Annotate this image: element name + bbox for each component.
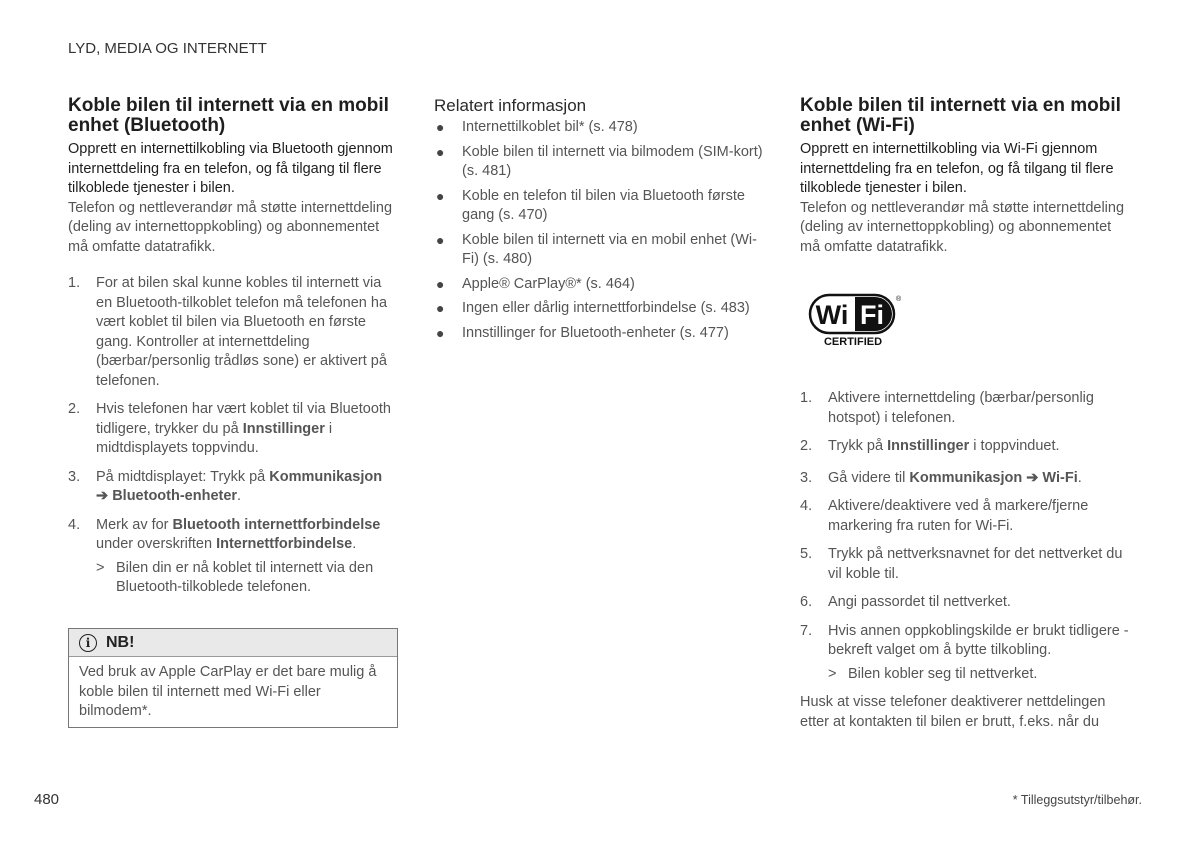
ui-label: Innstillinger xyxy=(242,420,325,437)
bullet-icon: ● xyxy=(436,187,445,204)
ui-label: Internettforbindelse xyxy=(216,536,353,552)
right-lead: Opprett en internettilkobling via Wi-Fi gjennom internettdeling fra en telefon, og få tilgang til flere tilkoblede tjenester i bilen. xyxy=(800,141,1114,196)
note-body: Ved bruk av Apple CarPlay er det bare mulig å koble bilen til internett med Wi-Fi eller bilmodem*. xyxy=(79,664,377,719)
ui-label: Innstillinger xyxy=(887,438,970,454)
note-title: NB! xyxy=(106,633,135,651)
left-title: Koble bilen til internett via en mobil enhet (Bluetooth) xyxy=(68,95,389,136)
section-header: LYD, MEDIA OG INTERNETT xyxy=(68,40,267,57)
right-para: Telefon og nettleverandør må støtte internettdeling (deling av internettoppkobling) og abonnementet må omfatte datatrafikk. xyxy=(800,199,1125,255)
right-steps-block xyxy=(800,389,1130,732)
wifi-reg-mark: ® xyxy=(896,296,902,303)
left-lead: Opprett en internettilkobling via Bluetooth gjennom internettdeling fra en telefon, og få tilgang til flere tilkoblede tjenester i bilen. xyxy=(68,141,393,196)
bullet-icon: ● xyxy=(436,119,445,135)
footnote: * Tilleggsutstyr/tilbehør. xyxy=(1012,793,1142,807)
arrow-icon: ➔ xyxy=(96,488,109,504)
related-link[interactable]: ● Innstillinger for Bluetooth-enheter (s. 477) xyxy=(434,324,764,344)
right-step: 5. Trykk på nettverksnavnet for det nettverket du vil koble til. xyxy=(800,546,1123,582)
wifi-word-left: Wi xyxy=(815,300,849,330)
right-step: 3. Gå videre til Kommunikasjon ➔ Wi-Fi. xyxy=(800,469,1082,486)
right-step: 2. Trykk på Innstillinger i toppvinduet. xyxy=(800,438,1060,454)
info-icon: i xyxy=(79,634,97,652)
ui-label: Bluetooth internettforbindelse xyxy=(172,516,381,533)
wifi-word-right: Fi xyxy=(860,300,884,330)
wifi-certified-logo xyxy=(808,292,900,350)
wifi-certified-text: CERTIFIED xyxy=(823,336,883,348)
right-step: 1. Aktivere internettdeling (bærbar/personlig hotspot) i telefonen. xyxy=(800,390,1094,426)
related-link[interactable]: ● Koble bilen til internett via bilmodem (SIM-kort) (s. 481) xyxy=(436,143,763,179)
related-link[interactable]: ● Ingen eller dårlig internettforbindelse (s. 483) xyxy=(434,299,764,319)
ui-label: Kommunikasjon xyxy=(909,469,1023,486)
middle-column xyxy=(434,96,764,348)
right-column xyxy=(800,96,1130,257)
right-step: 7. Hvis annen oppkoblingskilde er brukt tidligere - bekreft valget om å bytte tilkobling. > Bilen kobler seg til nettverket. xyxy=(800,622,1130,685)
related-title: Relatert informasjon xyxy=(434,96,587,115)
right-title: Koble bilen til internett via en mobil enhet (Wi-Fi) xyxy=(800,95,1121,136)
related-link[interactable]: ● Internettilkoblet bil* (s. 478) xyxy=(434,118,764,138)
related-link[interactable]: ● Koble bilen til internett via en mobil enhet (Wi-Fi) (s. 480) xyxy=(436,231,757,267)
related-link[interactable]: ● Apple® CarPlay®* (s. 464) xyxy=(434,275,764,295)
right-step: 4. Aktivere/deaktivere ved å markere/fjerne markering fra ruten for Wi-Fi. xyxy=(800,498,1089,534)
left-para: Telefon og nettleverandør må støtte internettdeling (deling av internettoppkobling) og abonnementet må omfatte datatrafikk. xyxy=(68,199,393,255)
left-step: 1. For at bilen skal kunne kobles til internett via en Bluetooth-tilkoblet telefon må telefonen ha vært koblet til bilen via Bluetooth en første gang. Kontroller at internettdeling (bærbar/personlig trådløs sone) er aktivert på telefonen. xyxy=(68,275,388,389)
left-step: 3. På midtdisplayet: Trykk på Kommunikasjon ➔ Bluetooth-enheter. xyxy=(68,468,383,504)
ui-label: Bluetooth-enheter xyxy=(112,488,238,504)
left-step: 2. Hvis telefonen har vært koblet til via Bluetooth tidligere, trykker du på Innstillinger i midtdisplayets toppvindu. xyxy=(68,401,391,456)
bullet-icon: ● xyxy=(436,275,445,292)
page-number: 480 xyxy=(34,791,60,808)
right-steps xyxy=(800,389,1130,684)
related-link[interactable]: ● Koble en telefon til bilen via Bluetooth første gang (s. 470) xyxy=(436,187,745,223)
bullet-icon: ● xyxy=(436,324,445,341)
left-column xyxy=(68,96,400,598)
bullet-icon: ● xyxy=(436,300,445,316)
ui-label: Wi-Fi xyxy=(1042,469,1078,486)
right-tail: Husk at visse telefoner deaktiverer nettdelingen etter at kontakten til bilen er brutt, f.eks. når du xyxy=(800,694,1106,730)
arrow-icon: ➔ xyxy=(1026,469,1039,486)
note-box xyxy=(68,628,398,728)
bullet-icon: ● xyxy=(436,231,445,248)
left-step: 4. Merk av for Bluetooth internettforbindelse under overskriften Internettforbindelse. > Bilen din er nå koblet til internett via den Bluetooth-tilkoblede telefonen. xyxy=(68,516,400,598)
bullet-icon: ● xyxy=(436,143,445,160)
related-list xyxy=(434,118,764,343)
step-result: > Bilen kobler seg til nettverket. xyxy=(828,665,1038,682)
ui-label: Kommunikasjon xyxy=(269,468,383,485)
note-header xyxy=(69,629,397,657)
step-result: > Bilen din er nå koblet til internett via den Bluetooth-tilkoblede telefonen. xyxy=(96,559,374,595)
right-step: 6. Angi passordet til nettverket. xyxy=(800,594,1011,610)
left-steps xyxy=(68,274,400,598)
